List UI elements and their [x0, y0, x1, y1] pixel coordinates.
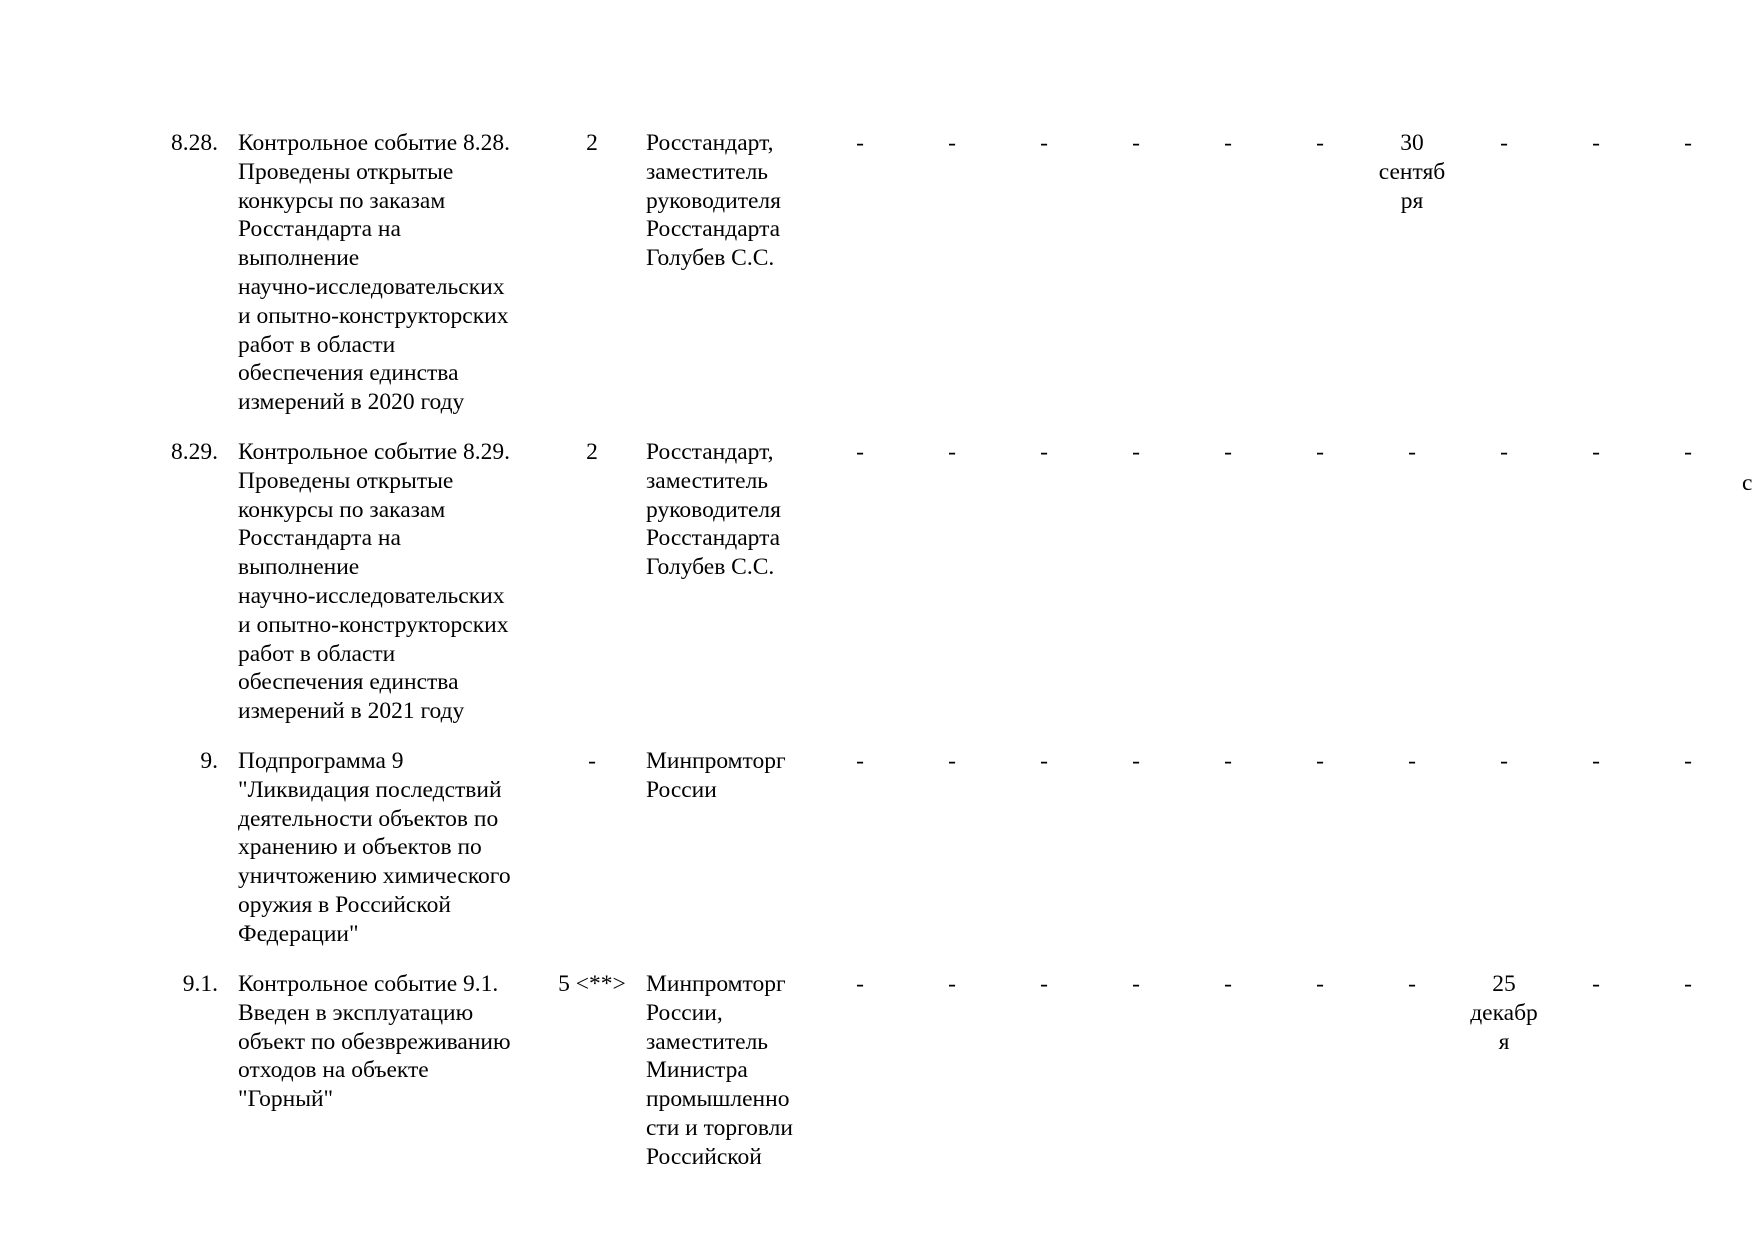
period-cell: - — [1408, 439, 1416, 465]
period-cell: - — [948, 439, 956, 465]
item-number: 8.28. — [171, 130, 218, 156]
period-cell: - — [1684, 971, 1692, 997]
period-cell: - — [1040, 130, 1048, 156]
period-cell: 25 декабр я — [1470, 971, 1538, 1055]
period-cell: - — [1408, 971, 1416, 997]
period-cell: - — [1500, 439, 1508, 465]
item-level: 2 — [586, 439, 598, 465]
item-name: Контрольное событие 8.29. Проведены открытые конкурсы по заказам Росстандарта на выполнение научно-исследовательских и опытно-конструкторских работ в области обеспечения единства измерений в 2021 году — [238, 439, 511, 725]
period-cell: - — [1592, 748, 1600, 774]
period-cell: - — [1224, 748, 1232, 774]
period-cell: - — [1684, 439, 1692, 465]
item-responsible: Росстандарт, заместитель руководителя Росстандарта Голубев С.С. — [646, 439, 781, 581]
period-cell: - — [1224, 130, 1232, 156]
item-responsible: Росстандарт, заместитель руководителя Росстандарта Голубев С.С. — [646, 130, 781, 272]
clipped-text-fragment: с — [1742, 470, 1753, 496]
item-level: 2 — [586, 130, 598, 156]
period-cell: - — [1132, 439, 1140, 465]
period-cell: - — [1592, 130, 1600, 156]
item-name: Подпрограмма 9 "Ликвидация последствий деятельности объектов по хранению и объектов по уничтожению химического оружия в Российской Федерации" — [238, 748, 511, 947]
item-responsible: Минпромторг России — [646, 748, 786, 803]
period-cell: 30 сентяб ря — [1378, 130, 1446, 214]
period-cell: - — [1132, 748, 1140, 774]
period-cell: - — [948, 130, 956, 156]
period-cell: - — [1408, 748, 1416, 774]
period-cell: - — [1316, 748, 1324, 774]
period-cell: - — [1684, 130, 1692, 156]
item-name: Контрольное событие 8.28. Проведены открытые конкурсы по заказам Росстандарта на выполнение научно-исследовательских и опытно-конструкторских работ в области обеспечения единства измерений в 2020 году — [238, 130, 511, 416]
item-level: - — [588, 748, 596, 774]
period-cell: - — [856, 971, 864, 997]
period-cell: - — [948, 971, 956, 997]
item-responsible: Минпромторг России, заместитель Министра промышленно сти и торговли Российской — [646, 971, 793, 1170]
period-cell: - — [1132, 971, 1140, 997]
period-cell: - — [948, 748, 956, 774]
item-name: Контрольное событие 9.1. Введен в эксплуатацию объект по обезвреживанию отходов на объекте "Горный" — [238, 971, 511, 1113]
period-cell: - — [856, 748, 864, 774]
period-cell: - — [1040, 971, 1048, 997]
period-cell: - — [856, 439, 864, 465]
period-cell: - — [1592, 971, 1600, 997]
period-cell: - — [1040, 439, 1048, 465]
item-number: 9. — [200, 748, 218, 774]
period-cell: - — [1316, 130, 1324, 156]
period-cell: - — [1224, 971, 1232, 997]
period-cell: - — [1684, 748, 1692, 774]
period-cell: - — [1316, 971, 1324, 997]
period-cell: - — [1592, 439, 1600, 465]
period-cell: - — [1316, 439, 1324, 465]
period-cell: - — [1500, 748, 1508, 774]
period-cell: - — [1040, 748, 1048, 774]
period-cell: - — [1224, 439, 1232, 465]
period-cell: - — [1132, 130, 1140, 156]
item-number: 8.29. — [171, 439, 218, 465]
period-cell: - — [1500, 130, 1508, 156]
item-number: 9.1. — [182, 971, 218, 997]
period-cell: - — [856, 130, 864, 156]
item-level: 5 <**> — [558, 971, 626, 997]
